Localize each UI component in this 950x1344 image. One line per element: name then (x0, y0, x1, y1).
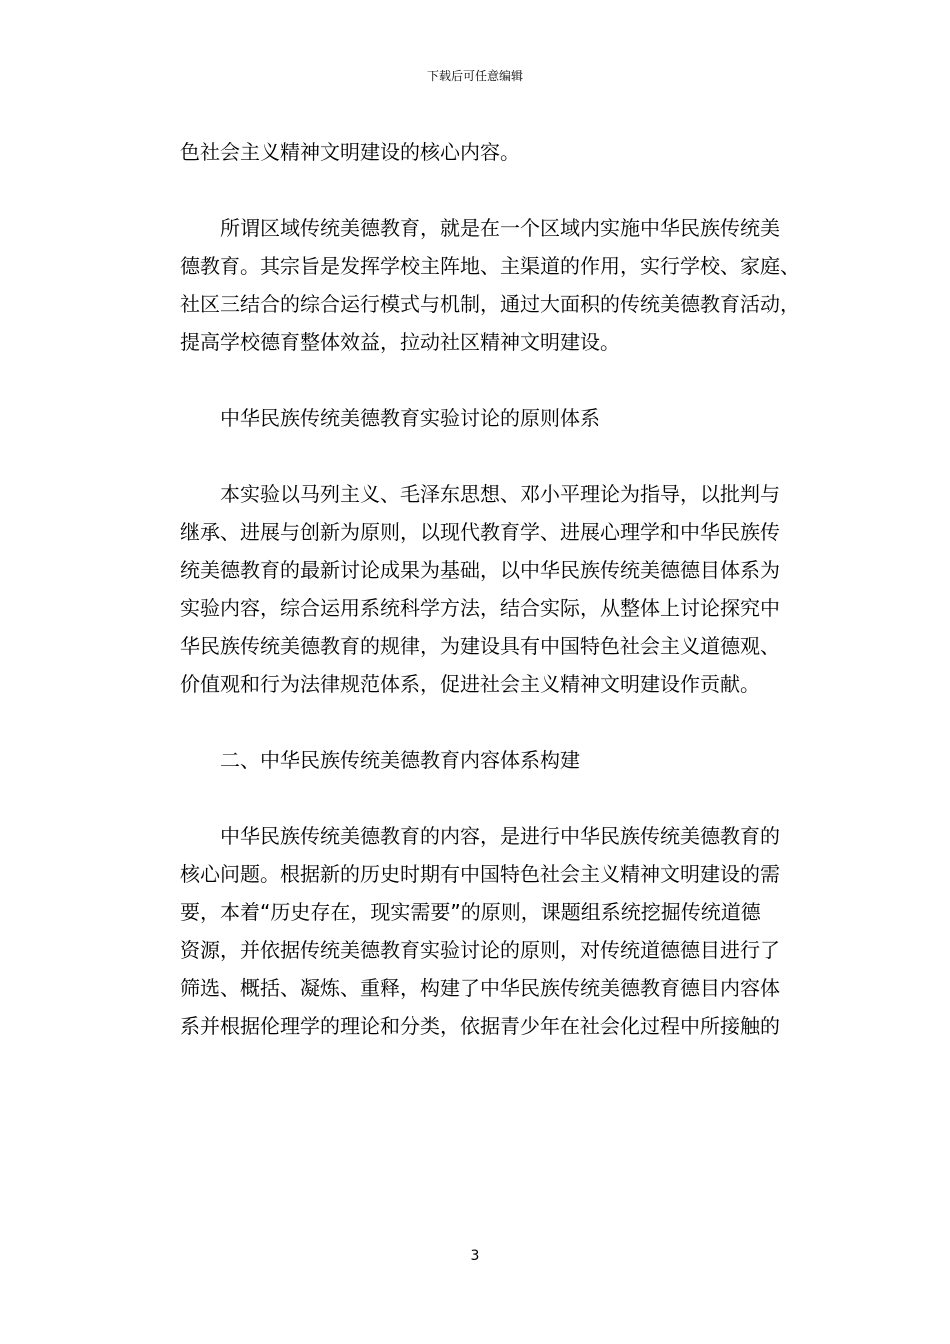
text-line: 系并根据伦理学的理论和分类，依据青少年在社会化过程中所接触的 (180, 1014, 780, 1038)
paragraph (180, 209, 800, 361)
text-line: 社区三结合的综合运行模式与机制，通过大面积的传统美德教育活动， (180, 292, 800, 316)
text-line: 继承、进展与创新为原则，以现代教育学、进展心理学和中华民族传 (180, 520, 780, 544)
text-line: 资源，并依据传统美德教育实验讨论的原则，对传统道德德目进行了 (180, 938, 780, 962)
text-line: 本实验以马列主义、毛泽东思想、邓小平理论为指导，以批判与 (220, 482, 780, 506)
paragraph-gap (180, 703, 760, 741)
paragraph (180, 475, 780, 703)
text-line: 实验内容，综合运用系统科学方法，结合实际，从整体上讨论探究中 (180, 596, 780, 620)
text-line: 中华民族传统美德教育的内容，是进行中华民族传统美德教育的 (220, 824, 780, 848)
section-heading: 中华民族传统美德教育实验讨论的原则体系 (220, 406, 600, 430)
text-line: 统美德教育的最新讨论成果为基础，以中华民族传统美德德目体系为 (180, 558, 780, 582)
page-header-note: 下载后可任意编辑 (426, 69, 523, 83)
paragraph-gap (180, 361, 760, 399)
document-body (180, 133, 800, 1045)
text-line: 核心问题。根据新的历史时期有中国特色社会主义精神文明建设的需 (180, 862, 780, 886)
page-number: 3 (470, 1248, 480, 1264)
paragraph-gap (180, 437, 760, 475)
text-line: 所谓区域传统美德教育，就是在一个区域内实施中华民族传统美 (220, 216, 780, 240)
paragraph (180, 817, 780, 1045)
text-line: 色社会主义精神文明建设的核心内容。 (180, 140, 520, 164)
paragraph-gap (180, 171, 760, 209)
section-heading: 二、中华民族传统美德教育内容体系构建 (220, 748, 580, 772)
paragraph (180, 133, 760, 171)
paragraph-gap (180, 779, 760, 817)
text-line: 德教育。其宗旨是发挥学校主阵地、主渠道的作用，实行学校、家庭、 (180, 254, 800, 278)
text-line: 要，本着“历史存在，现实需要”的原则，课题组系统挖掘传统道德 (180, 900, 761, 924)
text-line: 提高学校德育整体效益，拉动社区精神文明建设。 (180, 330, 620, 354)
text-line: 价值观和行为法律规范体系，促进社会主义精神文明建设作贡献。 (180, 672, 760, 696)
text-line: 华民族传统美德教育的规律，为建设具有中国特色社会主义道德观、 (180, 634, 780, 658)
text-line: 筛选、概括、凝炼、重释，构建了中华民族传统美德教育德目内容体 (180, 976, 780, 1000)
